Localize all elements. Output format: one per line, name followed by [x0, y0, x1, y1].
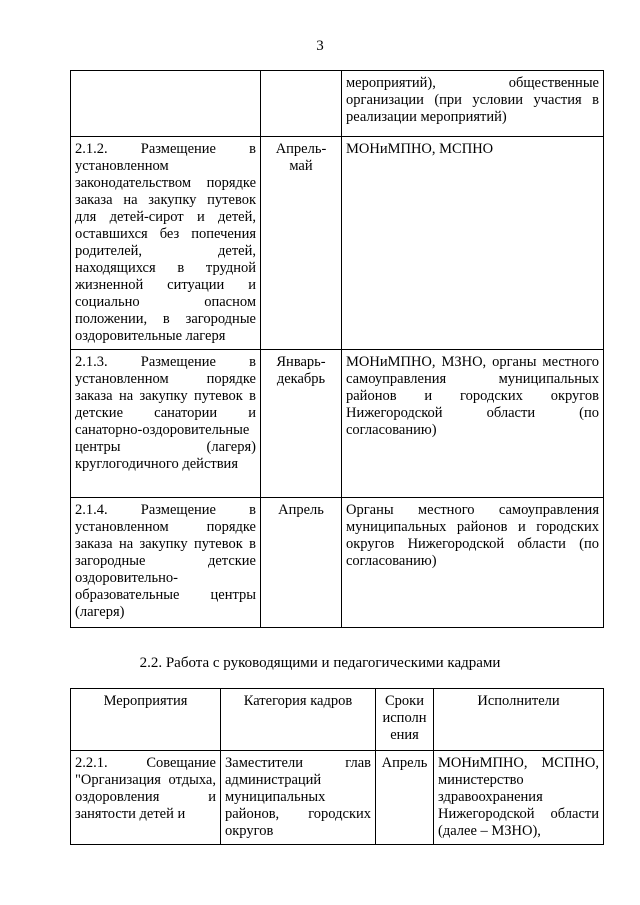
event-cell: 2.1.4. Размещение в установленном порядке заказа на закупку путевок в загородные детские оздоровительно-образовательные центры (лагеря)	[71, 498, 261, 628]
executors-cell: МОНиМПНО, МСПНО	[342, 137, 604, 350]
term-cell: Апрель	[376, 751, 434, 845]
table-row	[71, 137, 604, 350]
page-number: 3	[316, 38, 324, 54]
table-row	[71, 71, 604, 137]
header-term: Сроки исполнения	[376, 689, 434, 751]
table-row	[71, 498, 604, 628]
event-cell	[71, 71, 261, 137]
event-cell: 2.2.1. Совещание "Организация отдыха, оздоровления и занятости детей и	[71, 751, 221, 845]
staff-events-table	[70, 688, 604, 845]
header-events: Мероприятия	[71, 689, 221, 751]
event-cell: 2.1.2. Размещение в установленном законодательством порядке заказа на закупку путевок для детей-сирот и детей, оставшихся без попечения родителей, детей, находящихся в трудной жизненной ситуации и социально опасном положении, в загородные оздоровительные лагеря	[71, 137, 261, 350]
table-row	[71, 751, 604, 845]
table-header-row	[71, 689, 604, 751]
executors-cell: МОНиМПНО, МЗНО, органы местного самоуправления муниципальных районов и городских округов Нижегородской области (по согласованию)	[342, 350, 604, 498]
section-title: 2.2. Работа с руководящими и педагогическими кадрами	[139, 655, 501, 671]
executors-cell: Органы местного самоуправления муниципальных районов и городских округов Нижегородской области (по согласованию)	[342, 498, 604, 628]
term-cell: Январь-декабрь	[261, 350, 342, 498]
term-cell	[261, 71, 342, 137]
executors-cell: МОНиМПНО, МСПНО, министерство здравоохранения Нижегородской области (далее – МЗНО),	[434, 751, 604, 845]
header-executors: Исполнители	[434, 689, 604, 751]
header-category: Категория кадров	[221, 689, 376, 751]
term-cell: Апрель-май	[261, 137, 342, 350]
term-cell: Апрель	[261, 498, 342, 628]
events-table-continued	[70, 70, 604, 628]
table-row	[71, 350, 604, 498]
executors-cell: мероприятий), общественные организации (при условии участия в реализации мероприятий)	[342, 71, 604, 137]
category-cell: Заместители глав администраций муниципальных районов, городских округов	[221, 751, 376, 845]
event-cell: 2.1.3. Размещение в установленном порядке заказа на закупку путевок в детские санатории и санаторно-оздоровительные центры (лагеря) круглогодичного действия	[71, 350, 261, 498]
